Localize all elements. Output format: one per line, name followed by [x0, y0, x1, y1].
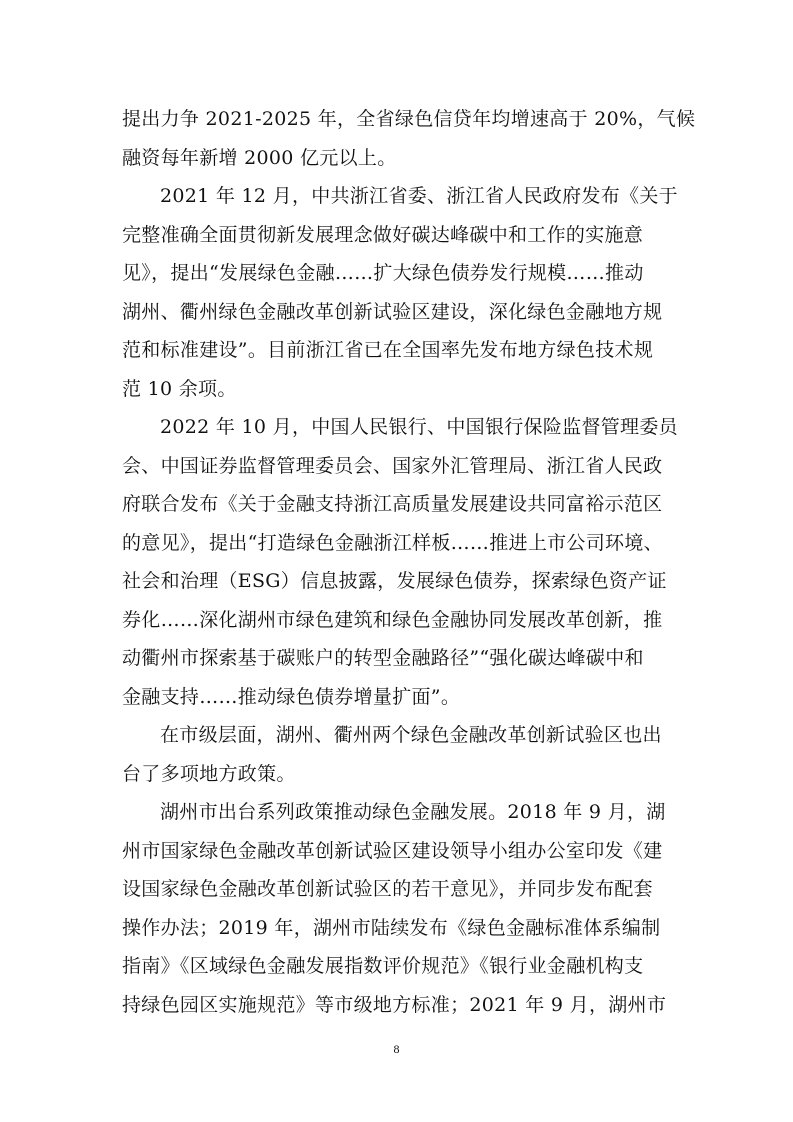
paragraph-4: [122, 716, 682, 793]
paragraph-2: [122, 177, 682, 408]
text-line: 台了多项地方政策。: [122, 762, 296, 785]
text-line: 湖州、衢州绿色金融改革创新试验区建设，深化绿色金融地方规: [122, 300, 663, 323]
text-line: 指南》《区域绿色金融发展指数评价规范》《银行业金融机构支: [122, 955, 644, 977]
text-line: 动衢州市探索基于碳账户的转型金融路径”“强化碳达峰碳中和: [122, 647, 644, 669]
text-line: 设国家绿色金融改革创新试验区的若干意见》，并同步发布配套: [122, 878, 653, 900]
paragraph-1: [122, 100, 696, 177]
text-line: 会、中国证券监督管理委员会、国家外汇管理局、浙江省人民政: [122, 454, 663, 477]
text-line: 在市级层面，湖州、衢州两个绿色金融改革创新试验区也出: [160, 724, 662, 746]
text-line: 范和标准建设”。目前浙江省已在全国率先发布地方绿色技术规: [122, 339, 654, 361]
text-line: 见》，提出“发展绿色金融……扩大绿色债券发行规模……推动: [122, 262, 644, 284]
paragraph-3: [122, 408, 682, 716]
text-line: 范 10 余项。: [122, 377, 237, 400]
text-line: 社会和治理（ESG）信息披露，发展绿色债券，探索绿色资产证: [122, 570, 667, 592]
text-line: 2021 年 12 月，中共浙江省委、浙江省人民政府发布《关于: [160, 185, 678, 207]
text-line: 的意见》，提出“打造绿色金融浙江样板……推进上市公司环境、: [122, 531, 663, 554]
text-line: 2022 年 10 月，中国人民银行、中国银行保险监督管理委员: [160, 416, 678, 438]
text-line: 湖州市出台系列政策推动绿色金融发展。2018 年 9 月，湖: [160, 801, 666, 823]
text-line: 融资每年新增 2000 亿元以上。: [122, 146, 397, 169]
text-line: 州市国家绿色金融改革创新试验区建设领导小组办公室印发《建: [122, 839, 663, 862]
document-body: [122, 100, 696, 1024]
text-line: 府联合发布《关于金融支持浙江高质量发展建设共同富裕示范区: [122, 493, 663, 515]
paragraph-5: [122, 793, 682, 1024]
text-line: 持绿色园区实施规范》等市级地方标准；2021 年 9 月，湖州市: [122, 993, 667, 1016]
page-number: 8: [393, 1042, 400, 1056]
text-line: 操作办法；2019 年，湖州市陆续发布《绿色金融标准体系编制: [122, 916, 661, 939]
text-line: 金融支持……推动绿色债券增量扩面”。: [122, 685, 461, 708]
text-line: 提出力争 2021-2025 年，全省绿色信贷年均增速高于 20%，气候: [122, 108, 696, 130]
text-line: 券化……深化湖州市绿色建筑和绿色金融协同发展改革创新，推: [122, 608, 663, 631]
text-line: 完整准确全面贯彻新发展理念做好碳达峰碳中和工作的实施意: [122, 223, 644, 246]
